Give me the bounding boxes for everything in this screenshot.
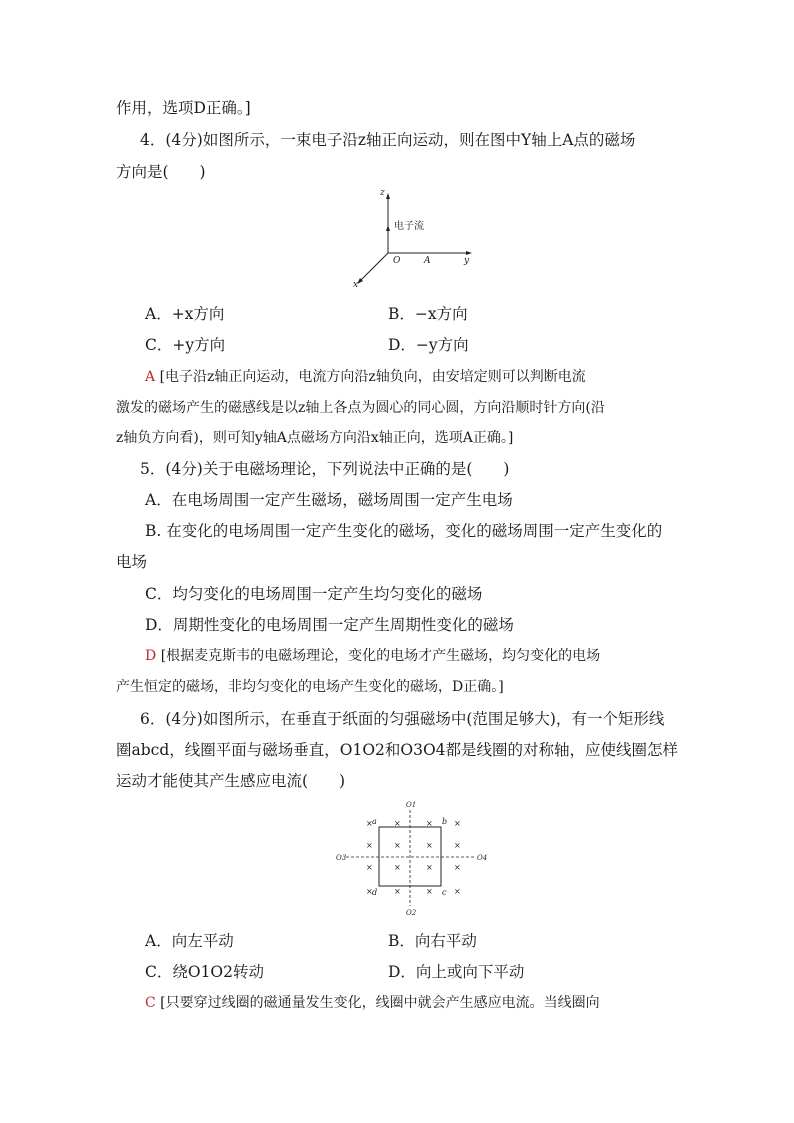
question-4-solution-text: [电子沿z轴正向运动，电流方向沿z轴负向，由安培定则可以判断电流 bbox=[159, 369, 586, 385]
question-6-solution-line-1 bbox=[145, 992, 600, 1012]
question-6-answer: C bbox=[145, 995, 156, 1011]
question-5-answer: D bbox=[145, 648, 157, 664]
o2-label: O2 bbox=[406, 909, 417, 917]
question-6-option-c: C．绕O1O2转动 bbox=[145, 963, 264, 981]
field-cross-mark: × bbox=[394, 819, 401, 828]
corner-d-label: d bbox=[372, 888, 378, 897]
point-a-label: A bbox=[424, 256, 431, 266]
question-5-solution-text: [根据麦克斯韦的电磁场理论，变化的电场才产生磁场，均匀变化的电场 bbox=[160, 648, 601, 664]
question-5-option-a: A．在电场周围一定产生磁场，磁场周围一定产生电场 bbox=[145, 491, 513, 509]
question-4-solution-line-3: z轴负方向看)，则可知y轴A点磁场方向沿x轴正向，选项A正确。] bbox=[116, 430, 514, 446]
question-5-option-b-line-2: 电场 bbox=[116, 553, 148, 571]
electron-flow-label: 电子流 bbox=[394, 221, 424, 232]
text-line-1: 作用，选项D正确。] bbox=[116, 99, 251, 117]
question-6-option-b: B．向右平动 bbox=[388, 932, 477, 950]
question-6-line-1: 6．(4分)如图所示，在垂直于纸面的匀强磁场中(范围足够大)，有一个矩形线 bbox=[140, 710, 665, 728]
question-4-option-b: B．−x方向 bbox=[388, 305, 468, 323]
question-6-option-a: A．向左平动 bbox=[145, 932, 234, 950]
question-5-option-d: D．周期性变化的电场周围一定产生周期性变化的磁场 bbox=[145, 616, 514, 634]
field-cross-mark: × bbox=[426, 819, 433, 828]
field-cross-mark: × bbox=[426, 841, 433, 850]
o1-label: O1 bbox=[406, 801, 417, 809]
field-cross-mark: × bbox=[394, 863, 401, 872]
corner-c-label: c bbox=[442, 888, 447, 897]
field-cross-mark: × bbox=[454, 841, 461, 850]
question-4-line-2: 方向是( ) bbox=[116, 163, 206, 181]
corner-a-label: a bbox=[372, 817, 377, 826]
question-4-option-c: C．+y方向 bbox=[145, 336, 226, 354]
corner-b-label: b bbox=[442, 817, 448, 826]
o4-label: O4 bbox=[477, 854, 488, 862]
question-6-option-d: D．向上或向下平动 bbox=[388, 963, 525, 981]
x-axis-label: x bbox=[353, 280, 359, 290]
field-cross-mark: × bbox=[366, 887, 373, 896]
figure-coil-in-field bbox=[334, 798, 494, 918]
field-cross-mark: × bbox=[454, 887, 461, 896]
question-4-option-d: D．−y方向 bbox=[388, 336, 469, 354]
origin-label: O bbox=[393, 256, 401, 266]
y-axis-label: y bbox=[464, 256, 470, 266]
o3-label: O3 bbox=[336, 854, 347, 862]
field-cross-mark: × bbox=[454, 819, 461, 828]
field-cross-mark: × bbox=[366, 819, 373, 828]
z-axis-label: z bbox=[380, 188, 385, 198]
question-5-solution-line-1 bbox=[145, 645, 600, 665]
field-cross-mark: × bbox=[426, 863, 433, 872]
question-5-option-b-line-1: B. 在变化的电场周围一定产生变化的磁场，变化的磁场周围一定产生变化的 bbox=[145, 522, 663, 540]
question-4-solution-line-2: 激发的磁场产生的磁感线是以z轴上各点为圆心的同心圆，方向沿顺时针方向(沿 bbox=[116, 400, 605, 416]
question-6-line-2: 圈abcd，线圈平面与磁场垂直，O1O2和O3O4都是线圈的对称轴，应使线圈怎样 bbox=[116, 741, 679, 759]
question-4-line-1: 4．(4分)如图所示，一束电子沿z轴正向运动，则在图中Y轴上A点的磁场 bbox=[140, 131, 636, 149]
field-cross-mark: × bbox=[366, 841, 373, 850]
question-6-solution-text: [只要穿过线圈的磁通量发生变化，线圈中就会产生感应电流。当线圈向 bbox=[160, 995, 600, 1011]
question-4-option-a: A．+x方向 bbox=[145, 305, 225, 323]
question-5: 5．(4分)关于电磁场理论，下列说法中正确的是( ) bbox=[140, 460, 510, 478]
question-4-answer: A bbox=[145, 369, 156, 385]
field-cross-mark: × bbox=[394, 841, 401, 850]
question-4-solution-line-1 bbox=[145, 366, 586, 386]
figure-axes bbox=[340, 185, 490, 290]
field-cross-mark: × bbox=[394, 887, 401, 896]
field-cross-mark: × bbox=[366, 863, 373, 872]
question-6-line-3: 运动才能使其产生感应电流( ) bbox=[116, 772, 346, 790]
question-5-option-c: C．均匀变化的电场周围一定产生均匀变化的磁场 bbox=[145, 585, 483, 603]
question-5-solution-line-2: 产生恒定的磁场，非均匀变化的电场产生变化的磁场，D正确。] bbox=[116, 679, 504, 695]
field-cross-mark: × bbox=[454, 863, 461, 872]
field-cross-mark: × bbox=[426, 887, 433, 896]
